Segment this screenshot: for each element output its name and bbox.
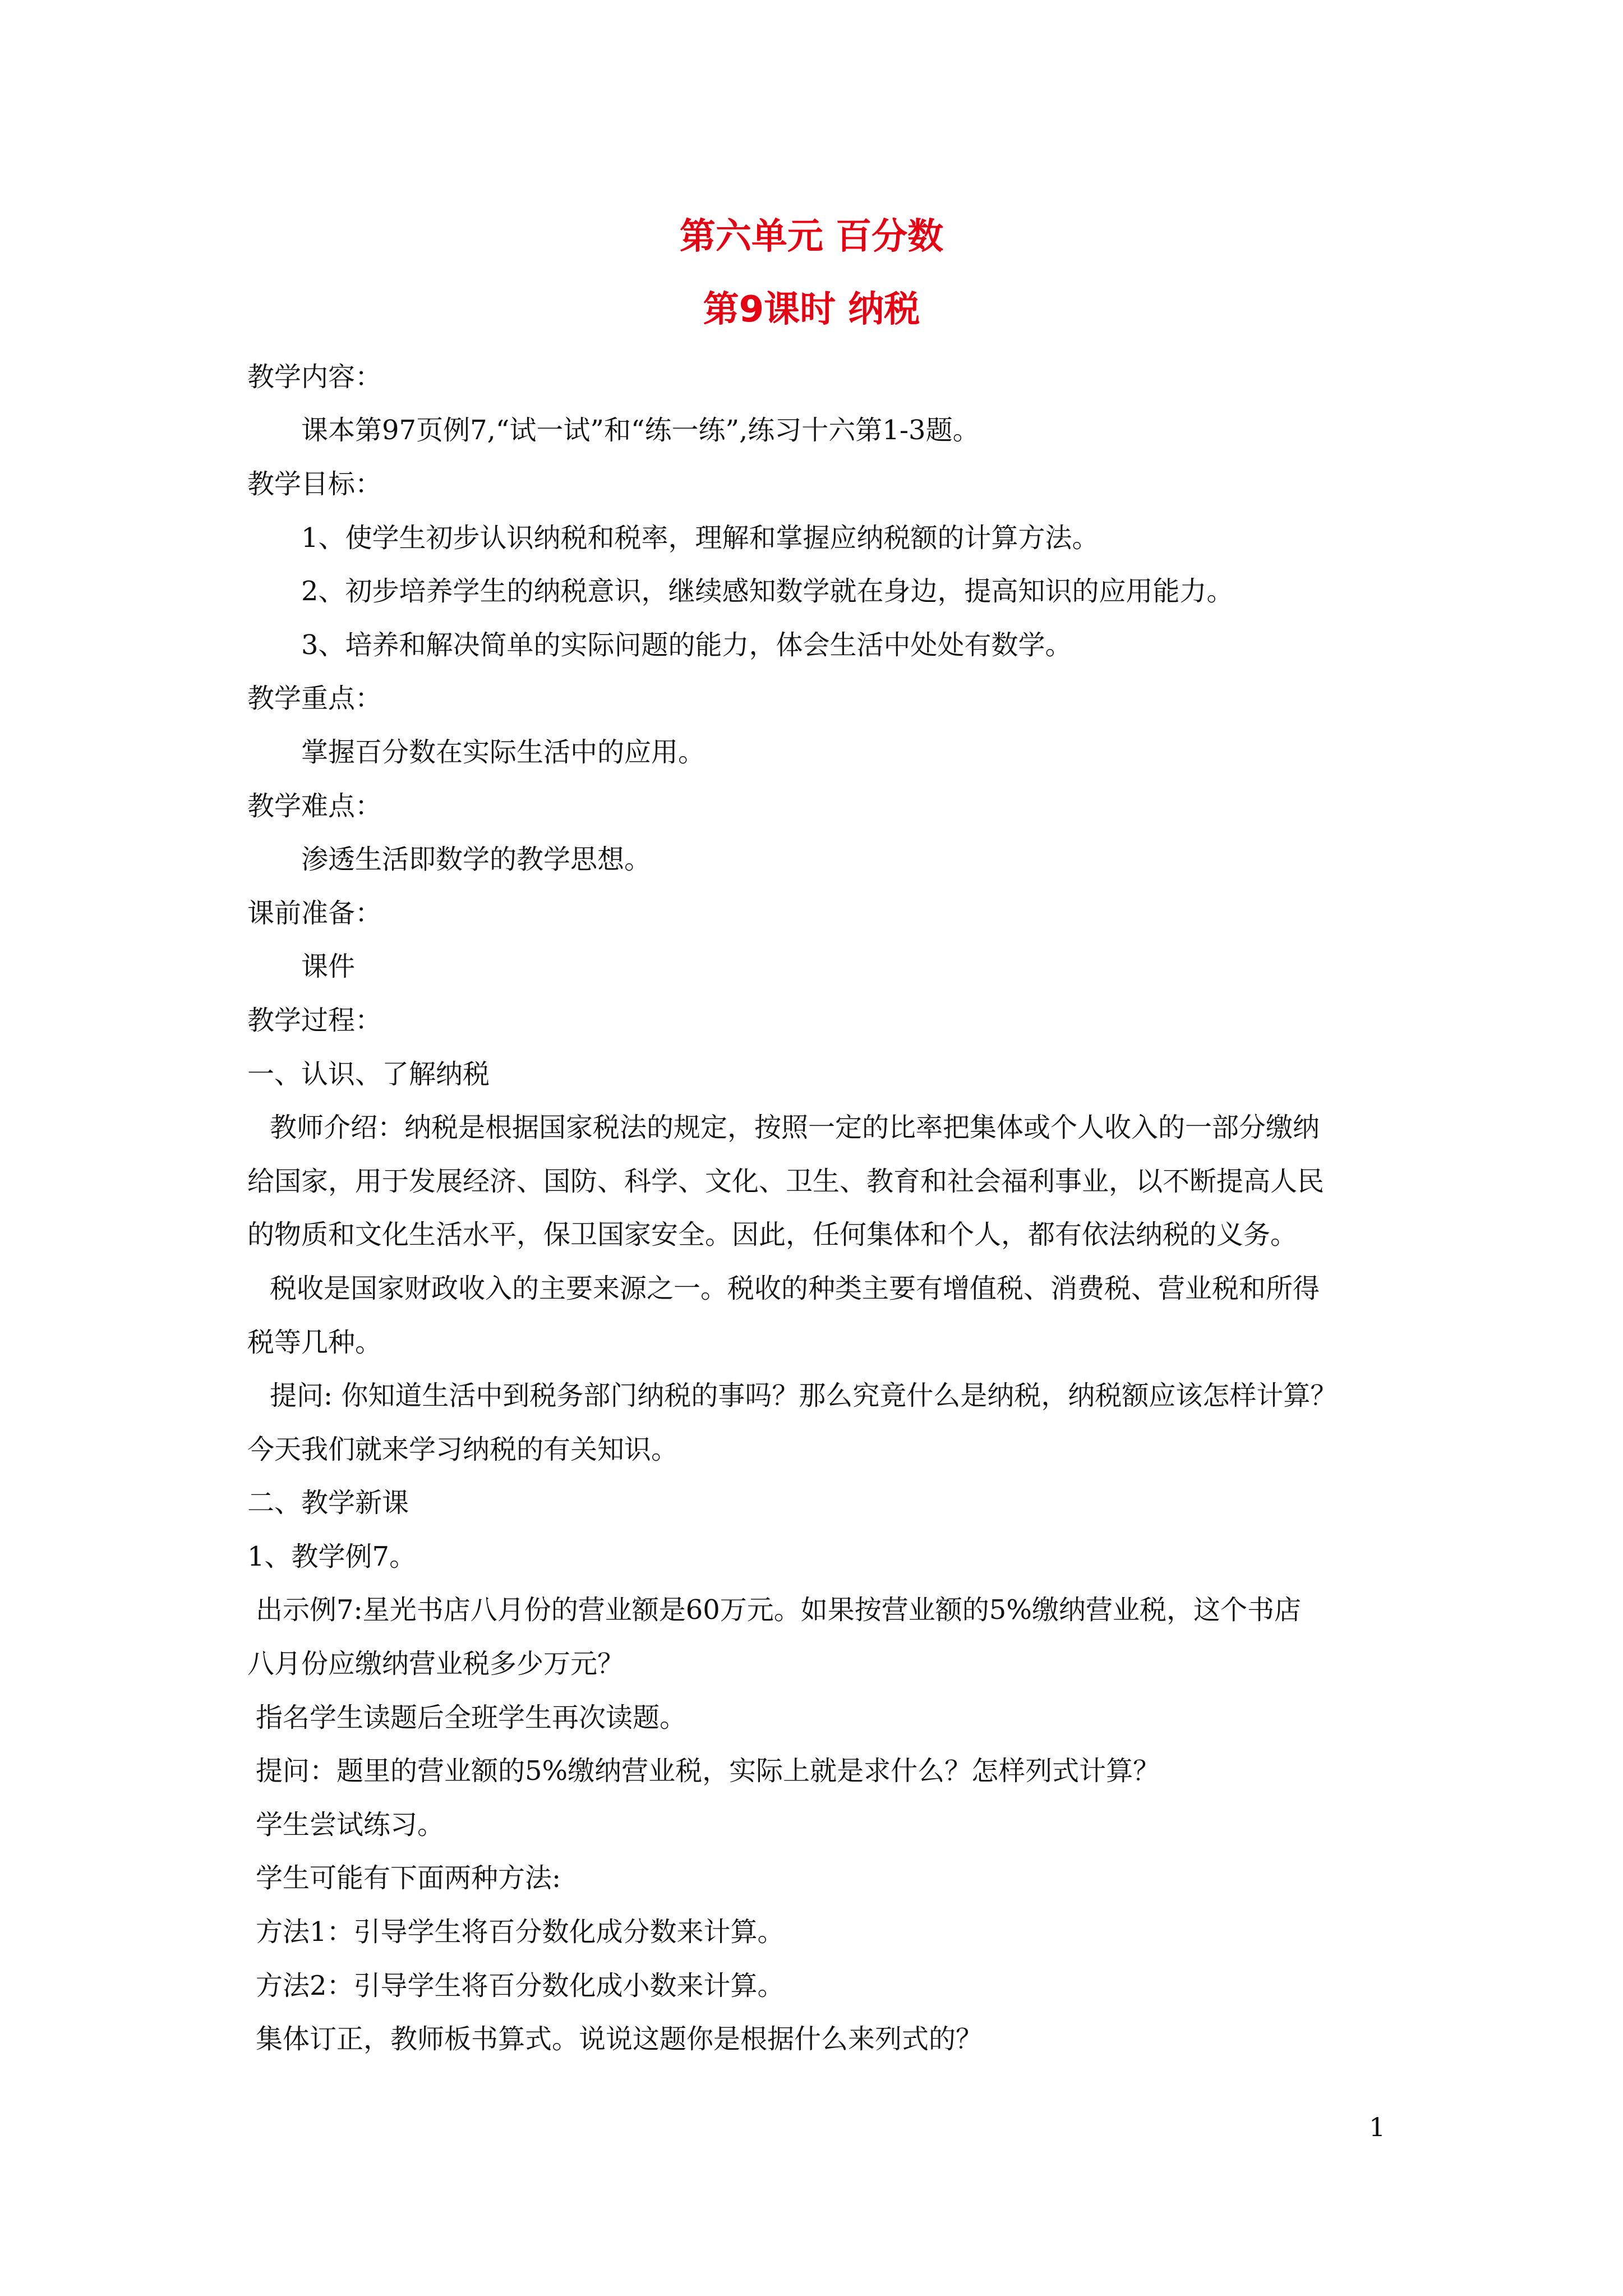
page-number: 1	[1369, 2112, 1386, 2142]
lesson-title: 第9课时 纳税	[703, 289, 920, 330]
goal-item: 3、培养和解决简单的实际问题的能力，体会生活中处处有数学。	[301, 629, 1072, 661]
heading-difficulties: 教学难点：	[247, 790, 382, 822]
paragraph-line: 八月份应缴纳营业税多少万元？	[247, 1648, 625, 1680]
goal-item: 1、使学生初步认识纳税和税率，理解和掌握应纳税额的计算方法。	[301, 522, 1099, 554]
section-heading: 一、认识、了解纳税	[247, 1059, 490, 1090]
paragraph-line: 掌握百分数在实际生活中的应用。	[301, 737, 706, 768]
paragraph-line: 教师介绍：纳税是根据国家税法的规定，按照一定的比率把集体或个人收入的一部分缴纳	[270, 1112, 1320, 1143]
paragraph-line: 课本第97页例7,“试一试”和“练一练”,练习十六第1-3题。	[301, 415, 980, 446]
goal-item: 2、初步培养学生的纳税意识，继续感知数学就在身边，提高知识的应用能力。	[301, 576, 1234, 607]
heading-teaching-goals: 教学目标：	[247, 468, 382, 500]
paragraph-line: 税等几种。	[247, 1327, 382, 1358]
paragraph-line: 课件	[301, 951, 356, 982]
unit-title: 第六单元 百分数	[679, 216, 944, 257]
paragraph-line: 提问: 你知道生活中到税务部门纳税的事吗？那么究竟什么是纳税，纳税额应该怎样计算？	[270, 1380, 1338, 1411]
paragraph-line: 提问：题里的营业额的5%缴纳营业税，实际上就是求什么？怎样列式计算？	[256, 1755, 1160, 1787]
paragraph-line: 税收是国家财政收入的主要来源之一。税收的种类主要有增值税、消费税、营业税和所得	[270, 1273, 1320, 1304]
section-heading: 二、教学新课	[247, 1487, 409, 1519]
subsection-heading: 1、教学例7。	[247, 1541, 417, 1572]
paragraph-line: 的物质和文化生活水平，保卫国家安全。因此，任何集体和个人，都有依法纳税的义务。	[247, 1219, 1298, 1250]
heading-teaching-content: 教学内容：	[247, 361, 382, 393]
heading-key-points: 教学重点：	[247, 683, 382, 714]
paragraph-line: 学生尝试练习。	[256, 1809, 445, 1841]
paragraph-line: 给国家，用于发展经济、国防、科学、文化、卫生、教育和社会福利事业，以不断提高人民	[247, 1166, 1325, 1197]
method-line: 方法1：引导学生将百分数化成分数来计算。	[256, 1916, 785, 1948]
paragraph-line: 指名学生读题后全班学生再次读题。	[256, 1702, 687, 1733]
heading-process: 教学过程：	[247, 1005, 382, 1036]
method-line: 方法2：引导学生将百分数化成小数来计算。	[256, 1970, 785, 2001]
paragraph-line: 集体订正，教师板书算式。说说这题你是根据什么来列式的？	[256, 2023, 983, 2055]
paragraph-line: 学生可能有下面两种方法:	[256, 1862, 561, 1894]
paragraph-line: 出示例7:星光书店八月份的营业额是60万元。如果按营业额的5%缴纳营业税，这个书店	[256, 1594, 1301, 1626]
heading-preparation: 课前准备：	[247, 898, 382, 929]
paragraph-line: 渗透生活即数学的教学思想。	[301, 844, 652, 875]
paragraph-line: 今天我们就来学习纳税的有关知识。	[247, 1434, 679, 1465]
